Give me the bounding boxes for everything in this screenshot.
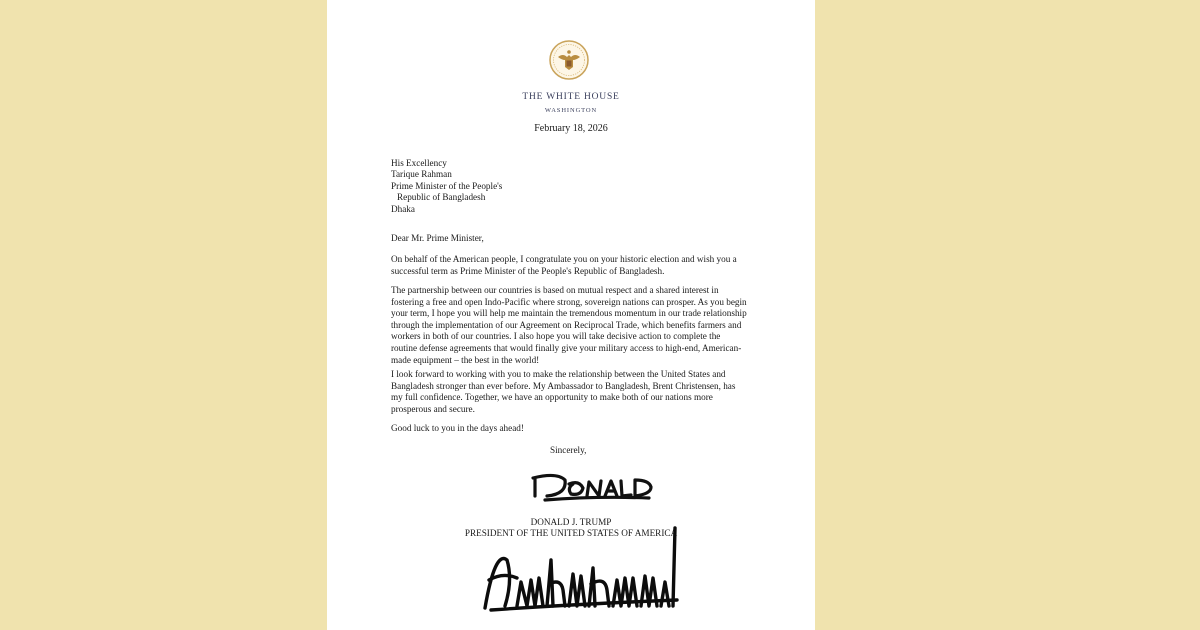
body-paragraph: The partnership between our countries is based on mutual respect and a shared interest in fostering a free and open Indo-Pacific where strong, sovereign nations can prosper. As you begin your term, I hope you will help me maintain the tremendous momentum in our trade relationship through the implementation of our Agreement on Reciprocal Trade, which benefits farmers and workers in both of our countries. I also hope you will take decisive action to complete the routine defense agreements that would finally give your military access to high-end, American-made equipment – the best in the world!: [391, 285, 747, 365]
address-line: His Excellency: [391, 158, 447, 168]
address-line: Dhaka: [391, 203, 415, 214]
letter-page: [327, 0, 815, 630]
handwritten-signature-trump: [477, 520, 697, 628]
letter-date: February 18, 2026: [534, 123, 608, 134]
address-line: Tarique Rahman: [391, 169, 452, 180]
closing: Sincerely,: [550, 445, 587, 455]
salutation: Dear Mr. Prime Minister,: [391, 233, 484, 243]
recipient-address: [391, 158, 502, 215]
body-paragraph: On behalf of the American people, I congratulate you on your historic election and wish you a successful term as Prime Minister of the People's Republic of Bangladesh.: [391, 254, 737, 276]
body-paragraph: Good luck to you in the days ahead!: [391, 423, 524, 433]
signer-title: PRESIDENT OF THE UNITED STATES OF AMERICA: [464, 528, 678, 538]
letterhead-title: THE WHITE HOUSE: [522, 92, 620, 102]
presidential-seal-icon: [549, 40, 589, 80]
body-paragraph: I look forward to working with you to make the relationship between the United States and Bangladesh stronger than ever before. My Ambassador to Bangladesh, Brent Christensen, has my full confidence. Together, we have an opportunity to make both of our nations more prosperous and secure.: [391, 369, 736, 414]
handwritten-signature-donald: [527, 470, 659, 502]
signer-name: DONALD J. TRUMP: [530, 517, 612, 527]
address-line: Republic of Bangladesh: [397, 192, 486, 203]
address-line: Prime Minister of the People's: [391, 180, 503, 191]
letterhead-city: WASHINGTON: [544, 107, 598, 114]
